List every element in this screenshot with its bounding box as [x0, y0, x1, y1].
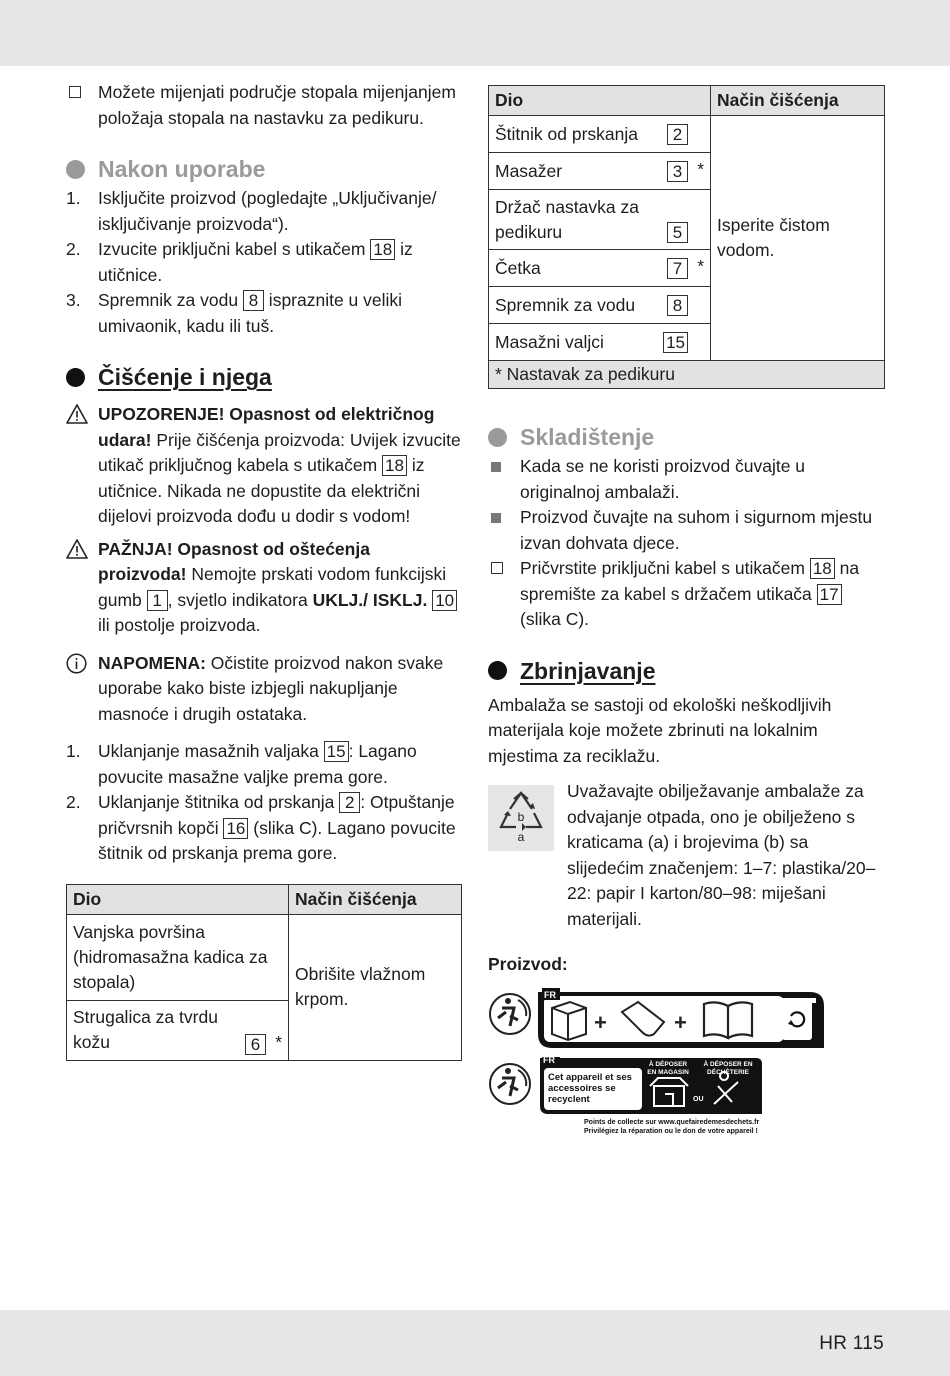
ref-box: 7: [667, 258, 688, 279]
table-footnote-row: * Nastavak za pedikuru: [489, 361, 885, 389]
fr-recycling-logo: FR Cet appareil et ses accessoires se recyclent À DÉPOSER EN MAGASIN OU À DÉPOSER EN DÉCHÈTERIE Points de collecte sur www.quefairedemesdechets.fr Privilégiez la réparation ou le don de votre appareil !: [488, 1056, 788, 1144]
open-square-bullet: [66, 80, 98, 131]
warning-triangle-icon: [66, 537, 98, 639]
table-row: Strugalica za tvrdu kožu 6 *: [67, 1000, 462, 1060]
filled-square-bullet: [488, 454, 520, 505]
ref-box: 3: [667, 161, 688, 182]
fr-collection-info: Points de collecte sur www.quefairedemesdechets.fr Privilégiez la réparation ou le don de votre appareil !: [584, 1118, 760, 1135]
table-row: Štitnik od prskanja 2 Isperite čistom vodom.: [489, 116, 885, 153]
black-dot-icon: [66, 368, 85, 387]
storage-list: [488, 454, 885, 633]
ref-box: 1: [147, 590, 168, 611]
recycling-marking: b a Uvažavajte obilježavanje ambalaže za odvajanje otpada, ono je obilježeno s kraticama (a) i brojevima (b) sa slijedećim značenjem: 1–7: plastika/20–22: papir I karton/80–98: miješani materijali.: [488, 779, 885, 932]
ref-box: 8: [667, 295, 688, 316]
recycling-symbol-icon: [488, 785, 554, 851]
heading-care: Čišćenje i njega: [66, 362, 462, 392]
table-row: Držač nastavka za pedikuru 5: [489, 190, 885, 250]
ref-box: 6: [245, 1034, 266, 1055]
heading-disposal: Zbrinjavanje: [488, 656, 885, 686]
svg-text:a: a: [517, 830, 525, 844]
list-item: 1. Uklanjanje masažnih valjaka 15 : Lagano povucite masažne valjke prema gore.: [66, 741, 417, 787]
after-use-steps: [66, 186, 462, 339]
triman-icon: [490, 994, 530, 1034]
ref-box: 15: [324, 741, 349, 762]
triman-sorting-graphic: [488, 986, 828, 1050]
list-item: Kada se ne koristi proizvod čuvajte u originalnoj ambalaži.: [488, 454, 885, 505]
left-column: [66, 80, 462, 1061]
cleaning-table-left: [66, 884, 462, 1061]
table-row: Spremnik za vodu 8: [489, 287, 885, 324]
warning-triangle-icon: [66, 402, 98, 530]
list-item: 2. Uklanjanje štitnika od prskanja 2 : Otpuštanje pričvrsnih kopči 16 (slika C). Lagano povucite štitnik od prskanja prema gore.: [66, 792, 456, 863]
heading-after-use: Nakon uporabe: [66, 154, 462, 184]
grey-dot-icon: [66, 160, 85, 179]
list-item: 2. Izvucite priključni kabel s utikačem 18 iz utičnice.: [66, 239, 413, 285]
grey-dot-icon: [488, 428, 507, 447]
right-column: [488, 85, 885, 1144]
intro-item: Možete mijenjati područje stopala mijenjanjem položaja stopala na nastavku za pedikuru.: [66, 80, 462, 131]
table-header-row: Dio Način čišćenja: [489, 86, 885, 116]
warning-damage: PAŽNJA! Opasnost od oštećenja proizvoda! Nemojte prskati vodom funkcijski gumb 1 , svjetlo indikatora UKLJ./ ISKLJ. 10 ili postolje proizvoda.: [66, 537, 462, 639]
ref-box: 5: [667, 222, 688, 243]
filled-square-bullet: [488, 505, 520, 556]
ref-box: 2: [667, 124, 688, 145]
table-header-row: Dio Način čišćenja: [67, 884, 462, 914]
ref-box: 15: [663, 332, 688, 353]
info-icon: [66, 651, 98, 728]
top-band: [0, 0, 950, 66]
bottom-band: [0, 1310, 950, 1376]
table-row: Masažer 3 *: [489, 153, 885, 190]
ref-box: 18: [382, 455, 407, 476]
svg-text:+: +: [674, 1009, 687, 1035]
recycle-bin-icon: [778, 998, 816, 1040]
ref-box: 10: [432, 590, 457, 611]
ref-box: 8: [243, 290, 264, 311]
list-item: 1. Isključite proizvod (pogledajte „Uključivanje/ isključivanje proizvoda“).: [66, 188, 437, 234]
open-square-bullet: [488, 556, 520, 633]
care-steps: [66, 739, 462, 867]
table-row: Četka 7 *: [489, 250, 885, 287]
product-label: Proizvod:: [488, 954, 568, 974]
ref-box: 2: [339, 792, 360, 813]
list-item: Pričvrstite priključni kabel s utikačem 18 na spremište za kabel s držačem utikača 17 (slika C).: [488, 556, 885, 633]
ref-box: 18: [370, 239, 395, 260]
page-number: HR 115: [819, 1333, 884, 1354]
black-dot-icon: [488, 661, 507, 680]
fr-recycle-text: Cet appareil et ses accessoires se recyclent: [548, 1071, 632, 1105]
cleaning-table-right: [488, 85, 885, 389]
table-row: Vanjska površina (hidromasažna kadica za stopala) Obrišite vlažnom krpom.: [67, 914, 462, 1000]
table-row: Masažni valjci 15: [489, 324, 885, 361]
note-block: NAPOMENA: Očistite proizvod nakon svake uporabe kako biste izbjegli nakupljanje masnoće i drugih ostataka.: [66, 651, 462, 728]
ref-box: 16: [223, 818, 248, 839]
list-item: 3. Spremnik za vodu 8 ispraznite u veliki umivaonik, kadu ili tuš.: [66, 290, 403, 336]
list-item: Proizvod čuvajte na suhom i sigurnom mjestu izvan dohvata djece.: [488, 505, 885, 556]
ref-box: 17: [817, 584, 842, 605]
svg-text:+: +: [594, 1009, 607, 1035]
ref-box: 18: [810, 558, 835, 579]
svg-text:FR: FR: [544, 989, 556, 1000]
warning-electric: UPOZORENJE! Opasnost od električnog udara! Prije čišćenja proizvoda: Uvijek izvucite utikač priključnog kabela s utikačem 18 iz utičnice. Nikada ne dopustite da električni dijelovi proizvoda dođu u dodir s vodom!: [66, 402, 462, 530]
svg-text:b: b: [517, 810, 525, 824]
disposal-intro: Ambalaža se sastoji od ekološki neškodljivih materijala koje možete zbrinuti na lokalnim mjestima za reciklažu.: [488, 694, 832, 766]
heading-storage: Skladištenje: [488, 422, 885, 452]
triman-icon: [490, 1064, 530, 1104]
triman-sorting-logo: [488, 986, 828, 1050]
